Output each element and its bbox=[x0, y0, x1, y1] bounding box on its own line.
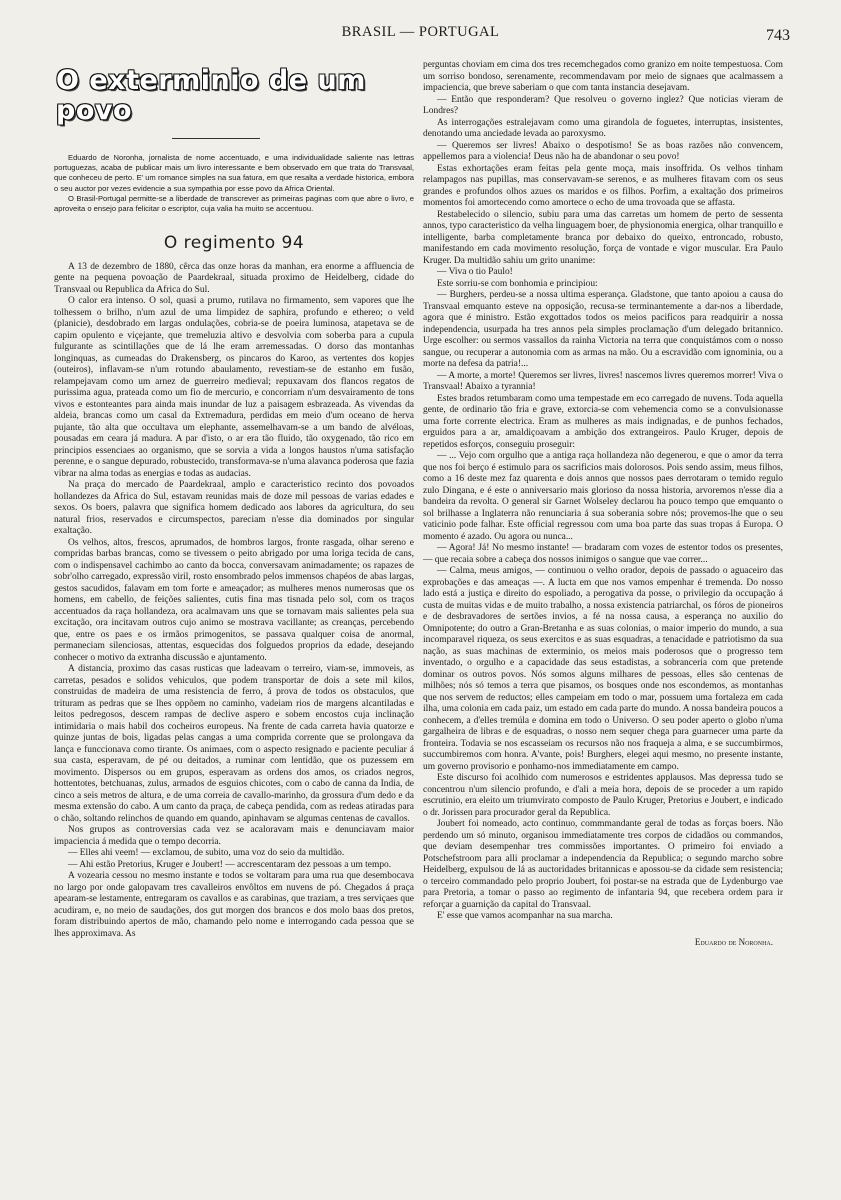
section-subtitle: O regimento 94 bbox=[163, 233, 305, 254]
body-paragraph: Joubert foi nomeado, acto continuo, commmandante geral de todas as forças boers. Não perdendo um só minuto, organisou immediatamente tres corpos de cidadãos ou commandos, que deviam desempenhar tres commissões importantes. O primeiro foi enviado a Potschefstroom para alli proclamar a independencia da Republica; o segundo marcho sobre Heidelberg, expulsou de lá as auctoridades britannicas e apossou-se da cidade sem resistencia; o terceiro commandado pelo proprio Joubert, foi postar-se na estrada que de Lydenburgo vae para Pretoria, a tomar o passo ao regimento de infantaria 94, que recebera ordem para ir reforçar a guarnição da capital do Transvaal. bbox=[423, 819, 783, 910]
body-paragraph: Este sorriu-se com bonhomia e principiou: bbox=[437, 278, 598, 289]
body-paragraph: perguntas choviam em cima dos tres recemchegados como granizo em noite tempestuosa. Com um sorriso bondoso, serenamente, recommendavam por meio de signaes que acalmassem a impaciencia, que breve saberiam o que com tanta instancia desejavam. bbox=[423, 60, 783, 93]
body-paragraph: — A morte, a morte! Queremos ser livres, livres! nascemos livres queremos morrer! Viva o Transvaal! Abaixo a tyrannia! bbox=[423, 370, 783, 392]
body-paragraph: A 13 de dezembro de 1880, cêrca das onze horas da manhan, era enorme a affluencia de gente na pequena povoação de Paardekraal, situada proximo de Heidelberg, cidade do Transvaal ou Republica da Africa do Sul. bbox=[54, 261, 414, 295]
lead-paragraph: O Brasil-Portugal permitte-se a liberdade de transcrever as primeiras paginas com que abre o livro, e aproveita o ensejo para felicitar o escriptor, cuja valia ha muito se accentuou. bbox=[54, 193, 414, 214]
body-paragraph: Nos grupos as controversias cada vez se acaloravam mais e denunciavam maior impaciencia á medida que o tempo decorria. bbox=[54, 825, 414, 847]
body-paragraph: As interrogações estralejavam como uma girandola de foguetes, interruptas, insistentes, denotando uma anciedade levada ao paroxysmo. bbox=[423, 117, 783, 139]
body-paragraph: — Queremos ser livres! Abaixo o despotismo! Se as boas razões não convencem, appellemos para a violencia! Deus não ha de abandonar o seu povo! bbox=[423, 140, 783, 162]
body-paragraph: — Burghers, perdeu-se a nossa ultima esperança. Gladstone, que tanto apoiou a causa do Transvaal emquanto esteve na opposição, recusa-se terminantemente a dar-nos a liberdade, agora que é ministro. Estão exgottados todos os meios pacificos para readquirir a nossa independencia, usurpada ha tres annos pela simples proclamação d'um delegado britannico. Urge escolher: ou sermos vassallos da rainha Victoria na terra que conquistámos com o nosso sangue, ou recuperar a autonomia com as armas na mão. Ou a escravidão com ignominia, ou a morte na defesa da patria!... bbox=[423, 290, 783, 369]
body-paragraph: — ... Vejo com orgulho que a antiga raça hollandeza não degenerou, e que o amor da terra que nos foi berço é estimulo para os sacrificios mais dolorosos. Pois sendo assim, meus filhos, como a 16 deste mez faz quarenta e dois annos que nossos paes derrotaram o temido regulo zulo Dingana, e é este o anniversario mais glorioso da nossa historia, arvoremos n'esse dia a bandeira da revolta. O general sir Garnet Wolseley declarou ha pouco tempo que emquanto o sol brilhasse a Inglaterra não renunciaria á sua soberania sobre nós; provemos-lhe que o seu vaticinio pode falhar. Este official regressou com uma boa parte das suas tropas á Europa. O momento é azado. Ou agora ou nunca... bbox=[423, 451, 783, 542]
body-paragraph: Na praça do mercado de Paardekraal, amplo e caracteristico recinto dos povoados hollandezes da Africa do Sul, estavam reunidas mais de doze mil pessoas de varias edades e sexos. Os boers, palavra que significa homem dedicado aos labores da agricultura, do seu natural frios, reservados e circumspectos, pareciam n'esse dia dominados por singular exaltação. bbox=[54, 480, 414, 537]
body-paragraph: — Agora! Já! No mesmo instante! — bradaram com vozes de estentor todos os presentes, — que recaia sobre a cabeça dos nossos inimigos o sangue que vae correr... bbox=[423, 543, 783, 565]
body-paragraph: Os velhos, altos, frescos, aprumados, de hombros largos, fronte rasgada, olhar sereno e compridas barbas brancas, como se tivessem o peito abrigado por uma loriga tecida de cans, com o indispensavel cachimbo ao canto da bocca, conversavam animadamente; os rapazes de sobr'olho carregado, expressão viril, rosto ensombrado pelos immensos chapéos de abas largas, gestos sacudidos, falavam em tom forte e ameaçador; as mulheres menos numerosas que os homens, em cabello, de feições salientes, cutis fina mas tisnada pelo sol, com os traços accentuados da raça hollandeza, ora acalmavam uns que se tornavam mais salientes pela sua excitação, ora incitavam outros cujo animo se mostrava vacillante; as creanças, percebendo que, entre os paes e os irmãos primogenitos, se passava qualquer coisa de anormal, permaneciam silenciosas, attentas, esquecidas dos folguedos proprios da edade, desejando conhecer o motivo da extranha discussão e ajuntamento. bbox=[54, 537, 414, 663]
left-column bbox=[54, 60, 414, 1180]
body-paragraph: Estas exhortações eram feitas pela gente moça, mais insoffrida. Os velhos tinham relampagos nas pupillas, mas conservavam-se serenos, e as mulheres fitavam com os seus grandes e profundos olhos azues os maridos e os filhos. Porfim, a exaltação dos primeiros momentos foi amortecendo como amortece o echo de uma trovoada que se affasta. bbox=[423, 163, 783, 208]
page-number: 743 bbox=[766, 27, 790, 44]
body-paragraph: — Ahi estão Pretorius, Kruger e Joubert! — accrescentaram dez pessoas a um tempo. bbox=[68, 859, 392, 870]
running-title: BRASIL — PORTUGAL bbox=[341, 24, 500, 40]
body-paragraph: — Elles ahi veem! — exclamou, de subito, uma voz do seio da multidão. bbox=[68, 848, 345, 859]
left-body bbox=[54, 262, 414, 941]
title-divider bbox=[172, 138, 260, 139]
right-column bbox=[423, 60, 783, 1170]
author-signature: Eduardo de Noronha. bbox=[694, 936, 773, 947]
body-paragraph: Restabelecido o silencio, subiu para uma das carretas um homem de perto de sessenta annos, typo caracteristico da velha linguagem boer, de physionomia energica, olhar tranquillo e intelligente, barba completamente branca por debaixo do queixo, entroncado, robusto, manifestando em cada movimento resolução, força de vontade e vigor muscular. Era Paulo Kruger. Da multidão sahiu um grito unanime: bbox=[423, 209, 783, 266]
body-paragraph: A vozearia cessou no mesmo instante e todos se voltaram para uma rua que desembocava no largo por onde galopavam tres cavalleiros envôltos em nuvens de pó. Chegados á praça apearam-se lestamente, entregaram os cavallos e as carabinas, que traziam, a tres serviçaes que acudiram, e, no meio de saudações, dos gut morgen dos brancos e dos molo baas dos pretos, foram distribuindo apertos de mão, chamando pelo nome e interrogando cada pessoa que se lhes approximava. As bbox=[54, 871, 414, 939]
body-paragraph: — Calma, meus amigos, — continuou o velho orador, depois de passado o aguaceiro das exprobações e das ameaças —. A lucta em que nos vamos empenhar é tremenda. Do nosso lado está a justiça e direito do espoliado, a perogativa da posse, o privilegio da occupação á custa de muitas vidas e de muito trabalho, a nossa existencia patriarchal, os fóros de pioneiros e de desbravadores de sertões invios, a fé na nossa causa, a esperança no auxilio do Omnipotente; do outro a Gran-Bretanha e as suas colonias, o maior imperio do mundo, a sua incomparavel riqueza, os seus exercitos e as suas esquadras, a tenacidade e patriotismo da sua nação, as suas machinas de exterminio, os meios mais poderosos que o progresso tem inventado, o orgulho e a capacidade das seus estadistas, a sobranceria com que pretende dominar os outros povos. Nós somos alguns milhares de pessoas, elles são centenas de milhões; nós só temos a terra que pisamos, os bosques onde nos escondemos, as montanhas que nos servem de reductos; elles campeiam em todo o mar, possuem uma fortaleza em cada ilha, uma colonia em cada paiz, um estado em cada parte do mundo. A nossa bandeira poucos a conhecem, a d'elles tremúla e domina em todo o Universo. O seu poder aperto o globo n'uma gargalheira de libras e de esquadras, o nosso nem sequer chega para guarnecer uma parte da fronteira. Todavia se nos escasseiam os recursos não nos fraqueja a alma, e se succumbirmos, succumbiremos com honra. A'vante, pois! Burghers, elegei aqui mesmo, no presente instante, um governo provisorio e ponhamo-nos immediatamente em campo. bbox=[423, 566, 783, 772]
article-lead bbox=[54, 153, 414, 214]
article-title: O exterminio de um povo bbox=[56, 65, 366, 126]
body-paragraph: Estes brados retumbaram como uma tempestade em eco carregado de nuvens. Toda aquella gente, de ordinario tão fria e grave, extorcia-se com vehemencia como se a convulsionasse uma forte corrente electrica. Eram as mulheres as mais indignadas, e de punhos fechados, erguidos para a ar, amaldiçoavam a ambição dos extrangeiros. Paulo Kruger, depois de repetidos esforços, conseguiu proseguir: bbox=[423, 393, 783, 450]
body-paragraph: O calor era intenso. O sol, quasi a prumo, rutilava no firmamento, sem vapores que lhe tolhessem o brilho, n'um azul de uma limpidez de saphira, profundo e ethereo; o veld (planicie), desdobrado em largas ondulações, cobria-se de poeira luminosa, atapetava se de capim opulento e viçejante, que tremeluzia altivo e desvolvia com soberba para a cupula fulgurante as scintillações que de lá lhe eram arremessadas. O dorso das montanhas longinquas, as cumeadas do Drakensberg, os pincaros do Karoo, as vertentes dos kopjes (outeiros), inflavam-se n'um rotundo abaulamento, revestiam-se de estanho em fusão, relampejavam como um arnez de guerreiro medieval; repuxavam dos flancos regatos de purissima agua, prateada como um fio de mercurio, e concorriam n'um desvairamento de tons vivos e estonteantes para ainda mais inundar de luz a paisagem esbrazeada. As vivendas da aldeia, brancas como um casal da Extremadura, perdidas em meio d'um oceano de herva pujante, tão alta que occultava um elephante, assemelhavam-se a um bando de alvéloas, pousadas em ceara já madura. A par d'isto, o ar era tão fluido, tão oxygenado, tão rico em principios essenciaes ao organismo, que se sorvia a vida a longos haustos n'uma satisfação perenne, e o sangue depurado, robustecido, transformava-se n'uma alavanca poderosa que fazia vibrar na alma todas as energias e todas as audacias. bbox=[54, 296, 414, 479]
body-paragraph: Este discurso foi acolhido com numerosos e estridentes applausos. Mas depressa tudo se concentrou n'um silencio profundo, e d'ali a meia hora, depois de se proceder a um rapido escrutinio, era eleito um triumvirato composto de Paulo Kruger, Pretorius e Joubert, e indicado o dr. Jorissen para procurador geral da Republica. bbox=[423, 773, 783, 818]
body-paragraph: A distancia, proximo das casas rusticas que ladeavam o terreiro, viam-se, immoveis, as carretas, pesados e solidos vehiculos, que podem transportar de dois a sete mil kilos, construidas de madeira de uma resistencia de ferro, á prova de todos os obstaculos, que trituram as pedras que se lhes oppõem no caminho, vadeiam rios de margens alcantiladas e leitos pedregosos, descem rampas de declive aspero e sobem encostos cuja inclinação intimidaria o mais habil dos cocheiros europeus. Na frente de cada carreta havia quatorze e quinze juntas de bois, ligadas pelas cangas a uma comprida corrente que se prolongava da lança e funccionava como tirante. Os animaes, com o aspecto resignado e paciente peculiar á sua casta, esperavam, de pé ou deitados, a ruminar com lentidão, que os puzessem em movimento. Dispersos ou em grupos, esperavam as ordens dos amos, os criados negros, hottentotes, betchuanas, zulus, armados de esguios chicotes, com o cabo de canna da India, de cinco a seis metros de altura, e de uma correia de cavallo-marinho, da grossura d'um dedo e da mesma extensão do cabo. A um canto da praça, de cabeça pendida, com as redeas atiradas para o chão, soltando relinchos de quando em quando, apinhavam se algumas centenas de cavallos. bbox=[54, 664, 414, 824]
lead-paragraph: Eduardo de Noronha, jornalista de nome accentuado, e uma individualidade saliente nas lettras portuguezas, acaba de publicar mais um livro interessante e bem observado em que trata do Transvaal, que conheceu de perto. E' um romance simples na sua fatura, em que resalta a verdade historica, embora o seu auctor por vezes evidencie a sua sympathia por esse povo da Africa Oriental. bbox=[54, 153, 414, 193]
body-paragraph: — Viva o tio Paulo! bbox=[437, 267, 513, 277]
body-paragraph: E' esse que vamos acompanhar na sua marcha. bbox=[437, 911, 613, 921]
body-paragraph: — Então que responderam? Que resolveu o governo inglez? Que noticias vieram de Londres? bbox=[423, 94, 783, 116]
